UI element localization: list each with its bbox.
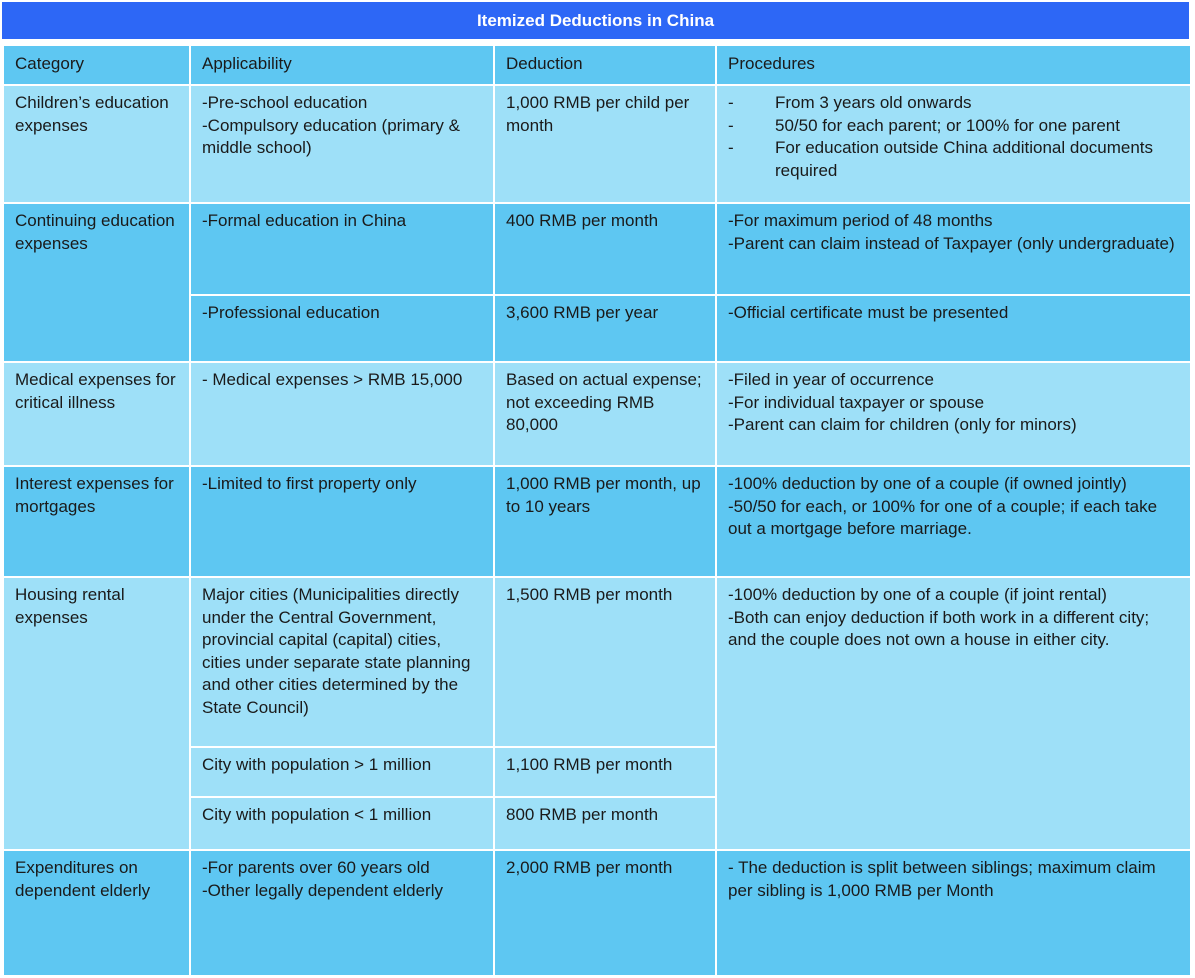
procedure-line xyxy=(728,137,1180,182)
table-row xyxy=(3,466,1191,577)
procedure-text: For education outside China additional documents required xyxy=(775,138,1154,180)
applicability-cell: -Formal education in China xyxy=(190,203,494,295)
procedure-line: -Both can enjoy deduction if both work in a different city; and the couple does not own a house in either city. xyxy=(728,607,1150,650)
category-cell: Expenditures on dependent elderly xyxy=(3,850,190,976)
deduction-cell: 1,000 RMB per month, up to 10 years xyxy=(494,466,716,577)
table-row xyxy=(3,203,1191,295)
procedure-line: -For individual taxpayer or spouse xyxy=(728,392,985,412)
table-row xyxy=(3,362,1191,466)
applicability-cell xyxy=(190,85,494,203)
procedure-line: -Parent can claim for children (only for minors) xyxy=(728,415,1077,435)
procedure-line: -100% deduction by one of a couple (if joint rental) xyxy=(728,585,1107,604)
procedures-cell xyxy=(716,362,1191,466)
procedures-cell xyxy=(716,850,1191,976)
procedure-line: -100% deduction by one of a couple (if owned jointly) xyxy=(728,474,1127,493)
procedure-text: 50/50 for each parent; or 100% for one parent xyxy=(775,115,1120,135)
procedure-line: -For maximum period of 48 months xyxy=(728,211,993,230)
applicability-cell: -Professional education xyxy=(190,295,494,362)
applicability-cell: -Limited to first property only xyxy=(190,466,494,577)
applicability-line: -Pre-school education xyxy=(202,93,368,112)
procedures-cell xyxy=(716,295,1191,362)
table-row xyxy=(3,85,1191,203)
category-cell: Continuing education expenses xyxy=(3,203,190,362)
deduction-cell: 400 RMB per month xyxy=(494,203,716,295)
deduction-cell: Based on actual expense; not exceeding RMB 80,000 xyxy=(494,362,716,466)
procedure-line xyxy=(728,92,1180,115)
procedures-cell xyxy=(716,577,1191,850)
procedure-line: -50/50 for each, or 100% for one of a couple; if each take out a mortgage before marriage. xyxy=(728,496,1158,539)
table-row xyxy=(3,850,1191,976)
procedure-line xyxy=(728,115,1180,138)
table-title: Itemized Deductions in China xyxy=(2,2,1189,39)
category-cell: Interest expenses for mortgages xyxy=(3,466,190,577)
applicability-line: -Compulsory education (primary & middle school) xyxy=(202,115,460,158)
category-cell: Medical expenses for critical illness xyxy=(3,362,190,466)
deduction-cell: 800 RMB per month xyxy=(494,797,716,850)
deduction-cell: 1,500 RMB per month xyxy=(494,577,716,747)
deduction-cell: 1,000 RMB per child per month xyxy=(494,85,716,203)
procedure-line: -Filed in year of occurrence xyxy=(728,370,934,389)
dash-marker: - xyxy=(728,115,734,135)
applicability-line: -For parents over 60 years old xyxy=(202,858,430,877)
header-row xyxy=(3,45,1191,85)
deductions-table xyxy=(2,44,1192,977)
header-deduction: Deduction xyxy=(494,45,716,85)
procedure-line: - The deduction is split between siblings; maximum claim per sibling is 1,000 RMB per Month xyxy=(728,858,1156,900)
applicability-cell: - Medical expenses > RMB 15,000 xyxy=(190,362,494,466)
applicability-cell: Major cities (Municipalities directly under the Central Government, provincial capital (capital) cities, cities under separate state planning and other cities determined by the State Council) xyxy=(190,577,494,747)
header-applicability: Applicability xyxy=(190,45,494,85)
category-cell: Housing rental expenses xyxy=(3,577,190,850)
applicability-cell: City with population < 1 million xyxy=(190,797,494,850)
deduction-cell: 1,100 RMB per month xyxy=(494,747,716,797)
procedures-cell xyxy=(716,466,1191,577)
dash-marker: - xyxy=(728,93,734,112)
header-category: Category xyxy=(3,45,190,85)
procedure-text: From 3 years old onwards xyxy=(775,93,972,112)
procedures-cell xyxy=(716,203,1191,295)
procedure-line: -Parent can claim instead of Taxpayer (only undergraduate) xyxy=(728,233,1175,253)
procedures-cell xyxy=(716,85,1191,203)
table-row xyxy=(3,577,1191,747)
procedure-line: -Official certificate must be presented xyxy=(728,303,1009,322)
applicability-cell xyxy=(190,850,494,976)
applicability-cell: City with population > 1 million xyxy=(190,747,494,797)
deduction-cell: 3,600 RMB per year xyxy=(494,295,716,362)
category-cell: Children’s education expenses xyxy=(3,85,190,203)
dash-marker: - xyxy=(728,138,734,158)
header-procedures: Procedures xyxy=(716,45,1191,85)
deduction-cell: 2,000 RMB per month xyxy=(494,850,716,976)
applicability-line: -Other legally dependent elderly xyxy=(202,880,443,900)
